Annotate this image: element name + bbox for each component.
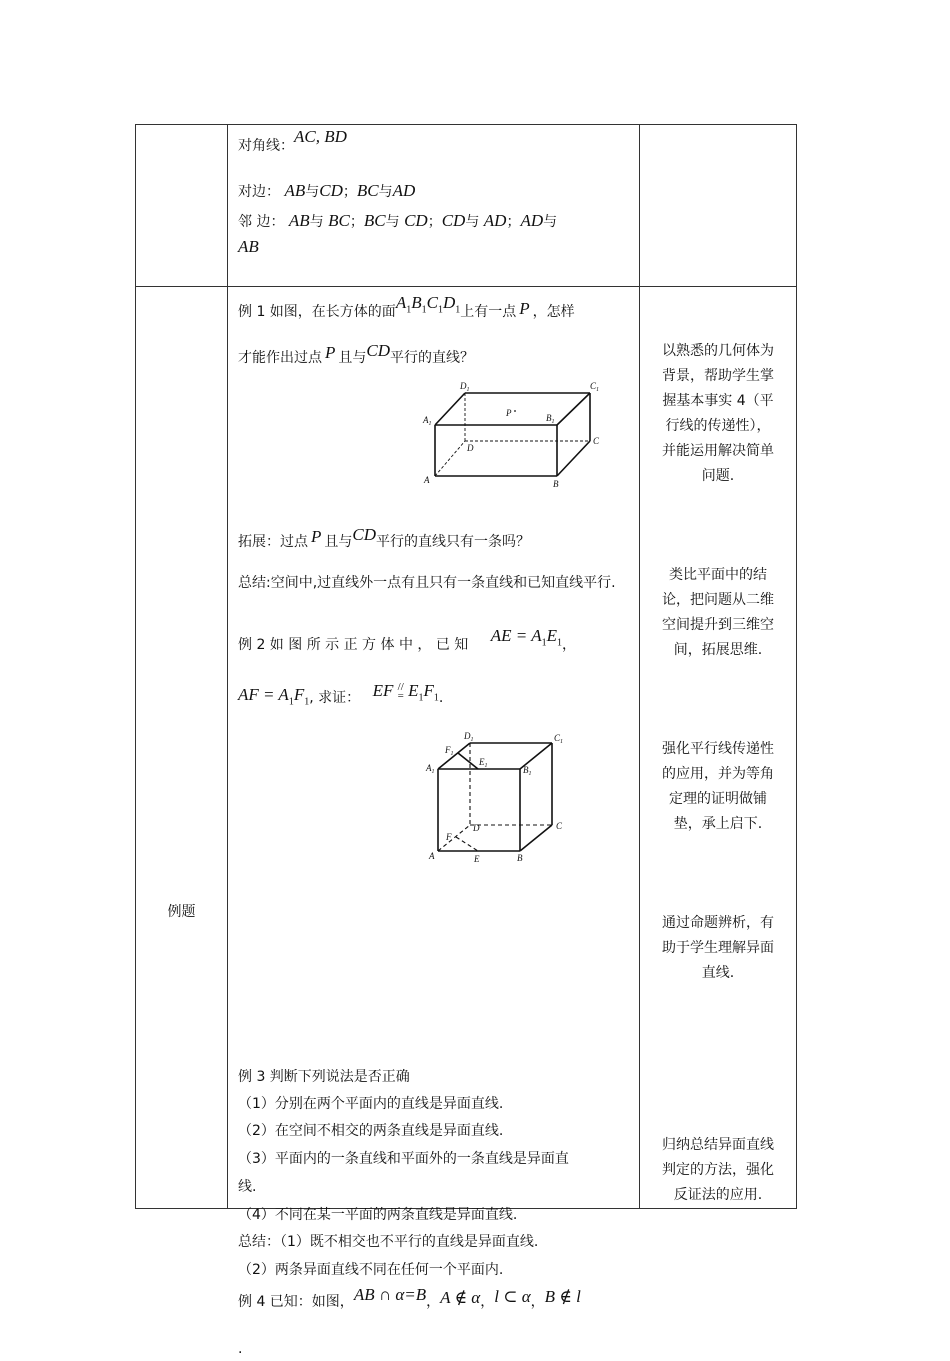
row2-label-cell (136, 287, 228, 1209)
label-a: A (429, 851, 435, 861)
adj-9: 与 (465, 214, 480, 230)
label-b: B (553, 479, 559, 489)
adj-4: BC (363, 211, 386, 230)
ex4-comma: ， (426, 1294, 441, 1310)
line-cd: CD (366, 341, 391, 360)
opposite-yu2: 与 (378, 184, 393, 200)
label-d1: $D_1$ (464, 731, 474, 743)
edge-a1d1 (438, 743, 470, 769)
note-5 (640, 1133, 796, 1208)
ex2-dot: . (438, 690, 444, 706)
ex3-item-2: （2）在空间不相交的两条直线是异面直线. (238, 1123, 504, 1139)
note-2-line: 论，把问题从二维 (662, 592, 774, 608)
row1-label-cell (136, 125, 228, 287)
edge-b1c1 (557, 393, 590, 425)
ex4-dot-line: . (238, 1341, 243, 1357)
ex2-m1b: E (546, 626, 557, 645)
note-1-line: 背景，帮助学生掌 (662, 368, 774, 384)
label-d: D (473, 823, 480, 833)
ex1-text-e: 且与 (338, 350, 367, 366)
label-a1: $A_1$ (423, 415, 432, 427)
sub-1: 1 (418, 692, 424, 704)
ex1-text-c: ，怎样 (532, 304, 575, 320)
note-1-line: 问题. (701, 468, 735, 484)
adjacent-line (238, 209, 557, 234)
ex3-item-1: （1）分别在两个平面内的直线是异面直线. (238, 1096, 504, 1112)
ex4-m3: l ⊂ α (494, 1287, 531, 1306)
table-row (136, 125, 797, 287)
ex3-title: 例 3 判断下列说法是否正确 (238, 1069, 410, 1085)
opposite-p1: AB (284, 181, 306, 200)
ex4-comma: ， (530, 1294, 545, 1310)
parallel-sign: // (397, 681, 404, 694)
adj-10: AD (483, 211, 507, 230)
adj-0: AB (288, 211, 310, 230)
diagonal-label: 对角线： (238, 138, 294, 154)
point-p-dot (514, 410, 516, 412)
ex2-m2: AF = A (238, 685, 289, 704)
ex4-m4: B ∉ l (544, 1287, 581, 1306)
ex1-text-a: 例 1 如图，在长方体的面 (238, 304, 396, 320)
label-c: C (556, 821, 563, 831)
sub-1: 1 (304, 696, 310, 708)
edge-bc (520, 825, 552, 851)
line-cd: CD (352, 525, 377, 544)
opposite-yu1: 与 (305, 184, 320, 200)
ext-text-a: 拓展：过点 (238, 534, 308, 550)
adj-6: CD (404, 211, 428, 230)
sub-1: 1 (455, 304, 461, 316)
ex3-item-3: （3）平面内的一条直线和平面外的一条直线是异面直 (238, 1151, 569, 1167)
ex2-line2 (238, 681, 444, 716)
adj-2: BC (328, 211, 350, 230)
lesson-table (135, 124, 797, 1357)
note-5-line: 判定的方法，强化 (662, 1162, 774, 1178)
label-d: D (467, 443, 474, 453)
opposite-p3: BC (356, 181, 379, 200)
note-2-line: 空间提升到三维空 (662, 617, 774, 633)
point-p: P (325, 343, 336, 362)
opposite-p4: AD (392, 181, 416, 200)
label-b1: $B_1$ (523, 765, 532, 777)
face-d: D (442, 293, 456, 312)
note-5-line: 反证法的应用. (673, 1187, 763, 1203)
segment-e1f1 (458, 753, 478, 769)
diagonal-math: AC, BD (294, 127, 347, 146)
segment-ef-hidden (456, 837, 478, 851)
point-p: P (311, 527, 322, 546)
table-row (136, 287, 797, 1209)
summary-2: 总结：（1）既不相交也不平行的直线是异面直线. (238, 1234, 539, 1250)
cube-figure (422, 731, 572, 863)
face-c: C (426, 293, 438, 312)
note-3-line: 定理的证明做铺 (669, 791, 767, 807)
summary-2b: （2）两条异面直线不同在任何一个平面内. (238, 1262, 504, 1278)
ex1-text-f: 平行的直线？ (390, 350, 475, 366)
note-1-line: 握基本事实 4（平 (662, 393, 774, 409)
ex1-text-d: 才能作出过点 (238, 350, 322, 366)
ex4-m1: AB ∩ α=B (353, 1285, 427, 1304)
face-a: A (395, 293, 407, 312)
note-3-line: 的应用，并为等角 (662, 766, 774, 782)
label-b: B (517, 853, 523, 863)
sub-1: 1 (437, 304, 443, 316)
sub-1: 1 (421, 304, 427, 316)
opposite-sep: ； (342, 184, 357, 200)
adjacent-label: 邻 边： (238, 214, 285, 230)
adj-8: CD (441, 211, 466, 230)
summary-1: 总结:空间中,过直线外一点有且只有一条直线和已知直线平行. (238, 575, 616, 591)
edge-ad-hidden (438, 825, 470, 851)
note-3 (640, 737, 796, 837)
note-1 (640, 339, 796, 489)
label-f: F (446, 832, 452, 842)
ex1-line2 (238, 341, 475, 370)
edge-a1d1 (435, 393, 465, 425)
sub-1: 1 (433, 692, 439, 704)
sub-1: 1 (541, 637, 547, 649)
note-1-line: 行线的传递性）， (665, 418, 771, 434)
adj-5: 与 (385, 214, 400, 230)
edge-bc (557, 441, 590, 476)
adj-1: 与 (309, 214, 324, 230)
note-2 (640, 563, 796, 663)
note-1-line: 并能运用解决简单 (662, 443, 774, 459)
adj-11: ； (506, 214, 521, 230)
sub-1: 1 (406, 304, 412, 316)
row1-note-cell (640, 125, 797, 287)
label-f1: $F_1$ (445, 745, 454, 757)
sub-1: 1 (288, 696, 294, 708)
ex4-comma: ， (480, 1294, 495, 1310)
section-label: 例题 (167, 904, 196, 920)
ext-text-b: 且与 (324, 534, 353, 550)
opposite-p2: CD (319, 181, 343, 200)
edge-ad-hidden (435, 441, 465, 476)
label-c: C (593, 436, 600, 446)
ex2-text-a: 例 2 如 图 所 示 正 方 体 中 ， 已 知 (238, 637, 469, 653)
note-4-line: 通过命题辨析，有 (662, 915, 774, 931)
label-e: E (474, 854, 480, 863)
point-p: P (519, 299, 530, 318)
ex2-prove: , 求证： (309, 690, 361, 706)
note-5-line: 归纳总结异面直线 (662, 1137, 774, 1153)
ex3-item-3b: 线. (238, 1179, 257, 1195)
ex2-m3: EF (372, 681, 394, 700)
adjacent-line-2 (238, 235, 259, 260)
label-c1: $C_1$ (554, 733, 564, 745)
ex2-m2b: F (293, 685, 305, 704)
face-b: B (411, 293, 422, 312)
ex4-line (238, 1285, 581, 1314)
ex2-line1 (238, 626, 576, 663)
adj-12: AD (520, 211, 544, 230)
note-3-line: 垫，承上启下. (673, 816, 763, 832)
adj-13: 与 (543, 214, 558, 230)
ex3-item-4: （4）不同在某一平面的两条直线是异面直线. (238, 1207, 518, 1223)
opposite-label: 对边： (238, 184, 280, 200)
adj-last: AB (238, 237, 259, 256)
note-4-line: 直线. (701, 965, 735, 981)
label-p: P (506, 408, 512, 418)
extension-line (238, 525, 531, 554)
row2-note-cell (640, 287, 797, 1209)
label-d1: $D_1$ (460, 381, 470, 393)
note-2-line: 间，拓展思维. (673, 642, 763, 658)
adj-7: ； (427, 214, 442, 230)
label-a: A (424, 475, 430, 485)
note-3-line: 强化平行线传递性 (662, 741, 774, 757)
ex2-comma: ， (561, 637, 576, 653)
ex1-line1 (238, 293, 575, 330)
note-1-line: 以熟悉的几何体为 (662, 343, 774, 359)
ex2-m3c: F (423, 681, 434, 700)
diagonal-line (238, 127, 347, 158)
ex4-text-a: 例 4 已知：如图， (238, 1294, 354, 1310)
note-4-line: 助于学生理解异面 (662, 940, 774, 956)
opposite-line (238, 179, 415, 204)
equal-sign: = (397, 690, 404, 703)
ex2-m1: AE = A (490, 626, 542, 645)
ex2-m3b: E (408, 681, 419, 700)
row1-content-cell (228, 125, 640, 287)
cuboid-figure (418, 381, 608, 491)
ex4-m2: A ∉ α (440, 1288, 481, 1307)
label-e1: $E_1$ (479, 757, 488, 769)
adj-3: ； (349, 214, 364, 230)
note-4 (640, 911, 796, 986)
label-a1: $A_1$ (426, 763, 435, 775)
ex1-text-b: 上有一点 (460, 304, 517, 320)
label-c1: $C_1$ (590, 381, 600, 393)
ext-text-c: 平行的直线只有一条吗？ (376, 534, 531, 550)
row2-content-cell (228, 287, 640, 1357)
label-b1: $B_1$ (546, 413, 555, 425)
sub-1: 1 (556, 637, 562, 649)
note-2-line: 类比平面中的结 (669, 567, 767, 583)
